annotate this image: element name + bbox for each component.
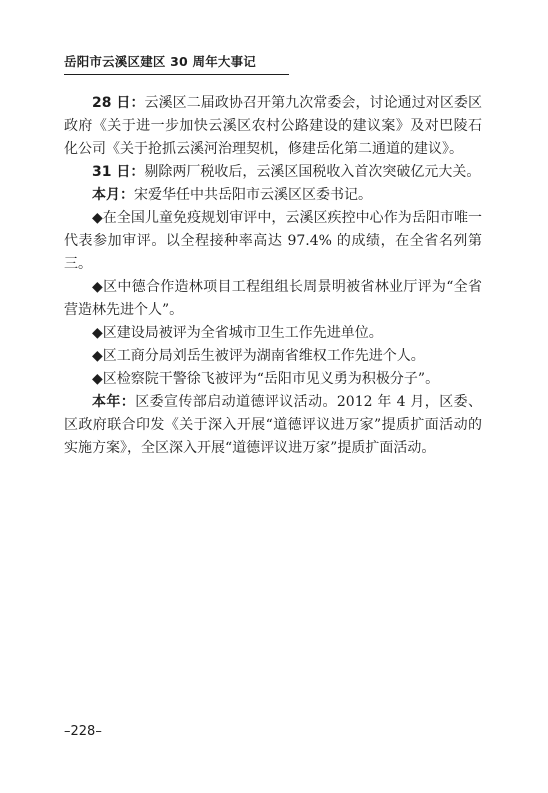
bullet-item-afforestation — [64, 276, 482, 322]
entry-28th — [64, 92, 482, 161]
bullet-item-construction-bureau — [64, 322, 482, 345]
entry-31st — [64, 161, 482, 184]
entry-date-label: 本年： — [92, 394, 136, 410]
entry-text: 剔除两厂税收后，云溪区国税收入首次突破亿元大关。 — [144, 164, 481, 180]
entry-date-label: 本月： — [92, 187, 134, 203]
entry-text: ◆区中德合作造林项目工程组组长周景明被省林业厅评为“全省营造林先进个人”。 — [64, 279, 482, 318]
entry-text: 宋爱华任中共岳阳市云溪区区委书记。 — [134, 187, 372, 203]
entry-date-label: 31 日： — [92, 164, 145, 180]
running-header: 岳阳市云溪区建区 30 周年大事记 — [64, 54, 256, 69]
bullet-item-procuratorate — [64, 368, 482, 391]
page-number: –228– — [64, 724, 102, 739]
entry-text: ◆区检察院干警徐飞被评为“岳阳市见义勇为积极分子”。 — [92, 371, 440, 387]
entry-this-year — [64, 391, 482, 460]
entry-text: ◆区工商分局刘岳生被评为湖南省维权工作先进个人。 — [92, 348, 425, 364]
bullet-item-immunization — [64, 207, 482, 276]
entry-text: ◆区建设局被评为全省城市卫生工作先进单位。 — [92, 325, 383, 341]
entry-this-month — [64, 184, 482, 207]
entry-text: ◆在全国儿童免疫规划审评中，云溪区疾控中心作为岳阳市唯一代表参加审评。以全程接种率高达 97.4% 的成绩，在全省名列第三。 — [64, 210, 482, 272]
entry-date-label: 28 日： — [92, 95, 145, 111]
entry-text: 区委宣传部启动道德评议活动。2012 年 4 月，区委、区政府联合印发《关于深入开展“道德评议进万家”提质扩面活动的实施方案》，全区深入开展“道德评议进万家”提质扩面活动。 — [64, 394, 483, 456]
header-rule — [64, 74, 289, 75]
bullet-item-commerce-bureau — [64, 345, 482, 368]
entry-text: 云溪区二届政协召开第九次常委会，讨论通过对区委区政府《关于进一步加快云溪区农村公路建设的建议案》及对巴陵石化公司《关于抢抓云溪河治理契机，修建岳化第二通道的建议》。 — [64, 95, 482, 157]
page-body — [64, 92, 482, 460]
